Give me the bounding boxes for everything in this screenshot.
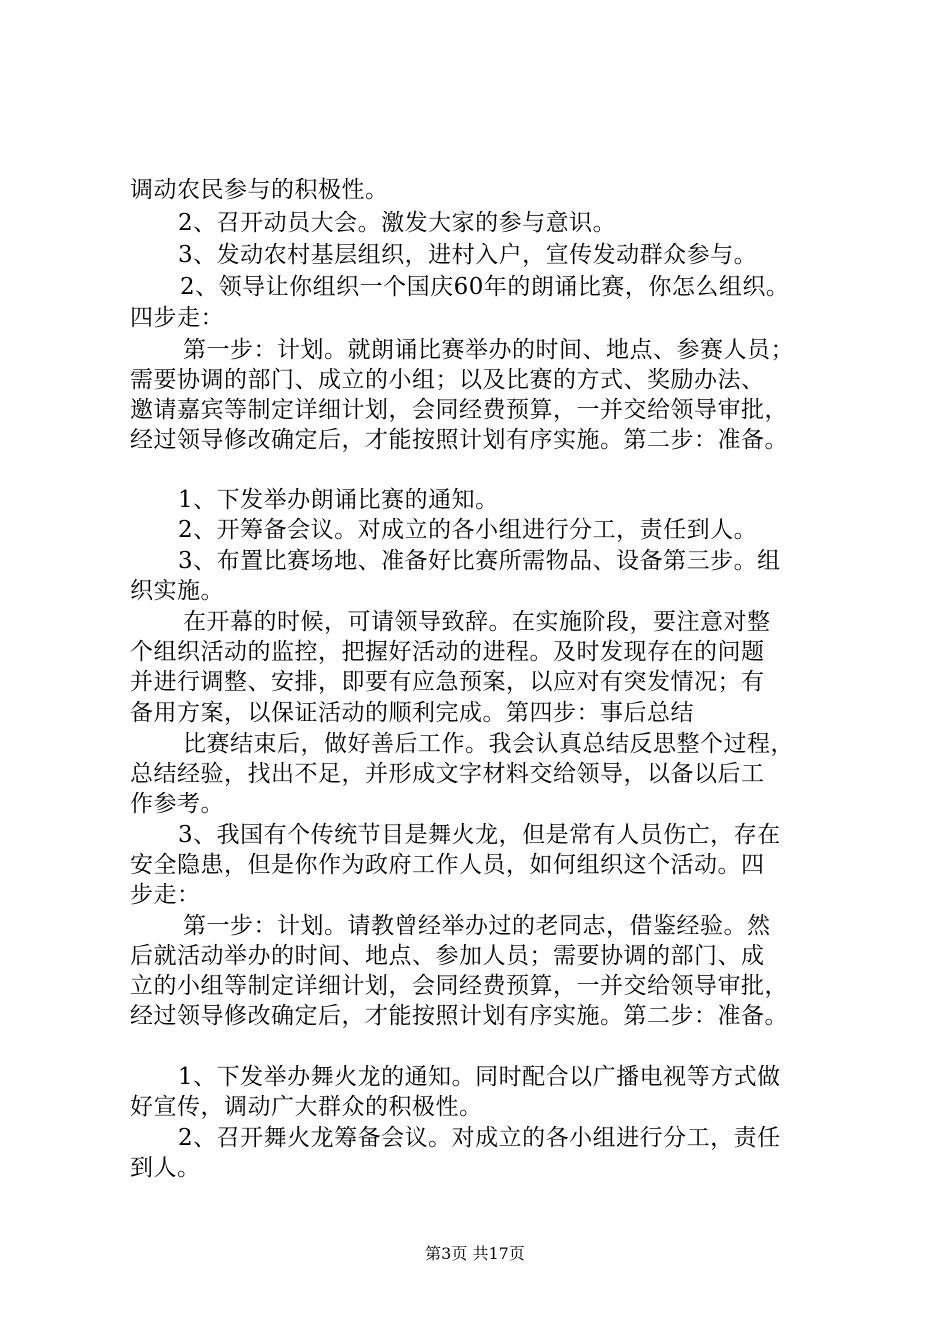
text-line-31: 到人。: [130, 1155, 201, 1181]
text-line-6: 第一步：计划。就朗诵比赛举办的时间、地点、参赛人员；: [183, 337, 794, 363]
text-line-11: 2、开筹备会议。对成立的各小组进行分工，责任到人。: [178, 517, 758, 543]
text-line-5: 四步走：: [130, 305, 224, 331]
text-line-18: 比赛结束后，做好善后工作。我会认真总结反思整个过程，: [183, 731, 794, 757]
text-line-29: 好宣传，调动广大群众的积极性。: [130, 1094, 483, 1120]
text-line-8: 邀请嘉宾等制定详细计划，会同经费预算，一并交给领导审批，: [130, 397, 788, 423]
page-footer: 第3页 共17页: [425, 1244, 525, 1263]
text-line-12: 3、布置比赛场地、准备好比赛所需物品、设备第三步。组: [178, 548, 781, 574]
text-line-26: 立的小组等制定详细计划，会同经费预算，一并交给领导审批，: [130, 973, 788, 999]
text-line-22: 安全隐患，但是你作为政府工作人员，如何组织这个活动。四: [130, 852, 765, 878]
text-line-20: 作参考。: [130, 791, 224, 817]
text-line-3: 3、发动农村基层组织，进村入户，宣传发动群众参与。: [178, 242, 758, 268]
text-line-19: 总结经验，找出不足，并形成文字材料交给领导，以备以后工: [130, 761, 765, 787]
text-line-2: 2、召开动员大会。激发大家的参与意识。: [178, 210, 617, 236]
text-line-17: 备用方案，以保证活动的顺利完成。第四步：事后总结: [130, 700, 694, 726]
text-line-1: 调动农民参与的积极性。: [130, 177, 389, 203]
text-line-7: 需要协调的部门、成立的小组；以及比赛的方式、奖励办法、: [130, 367, 765, 393]
text-line-28: 1、下发举办舞火龙的通知。同时配合以广播电视等方式做: [178, 1064, 781, 1090]
text-line-14: 在开幕的时候，可请领导致辞。在实施阶段，要注意对整: [183, 609, 771, 635]
text-line-9: 经过领导修改确定后，才能按照计划有序实施。第二步：准备。: [130, 427, 788, 453]
text-line-21: 3、我国有个传统节目是舞火龙，但是常有人员伤亡，存在: [178, 822, 781, 848]
text-line-13: 织实施。: [130, 578, 224, 604]
text-line-25: 后就活动举办的时间、地点、参加人员；需要协调的部门、成: [130, 943, 765, 969]
text-line-15: 个组织活动的监控，把握好活动的进程。及时发现存在的问题: [130, 639, 765, 665]
text-line-16: 并进行调整、安排，即要有应急预案，以应对有突发情况；有: [130, 669, 765, 695]
text-line-4: 2、领导让你组织一个国庆60年的朗诵比赛，你怎么组织。: [180, 274, 790, 300]
text-line-23: 步走：: [130, 882, 201, 908]
text-line-24: 第一步：计划。请教曾经举办过的老同志，借鉴经验。然: [183, 913, 771, 939]
text-line-30: 2、召开舞火龙筹备会议。对成立的各小组进行分工，责任: [178, 1125, 781, 1151]
text-line-27: 经过领导修改确定后，才能按照计划有序实施。第二步：准备。: [130, 1003, 788, 1029]
text-line-10: 1、下发举办朗诵比赛的通知。: [178, 487, 499, 513]
